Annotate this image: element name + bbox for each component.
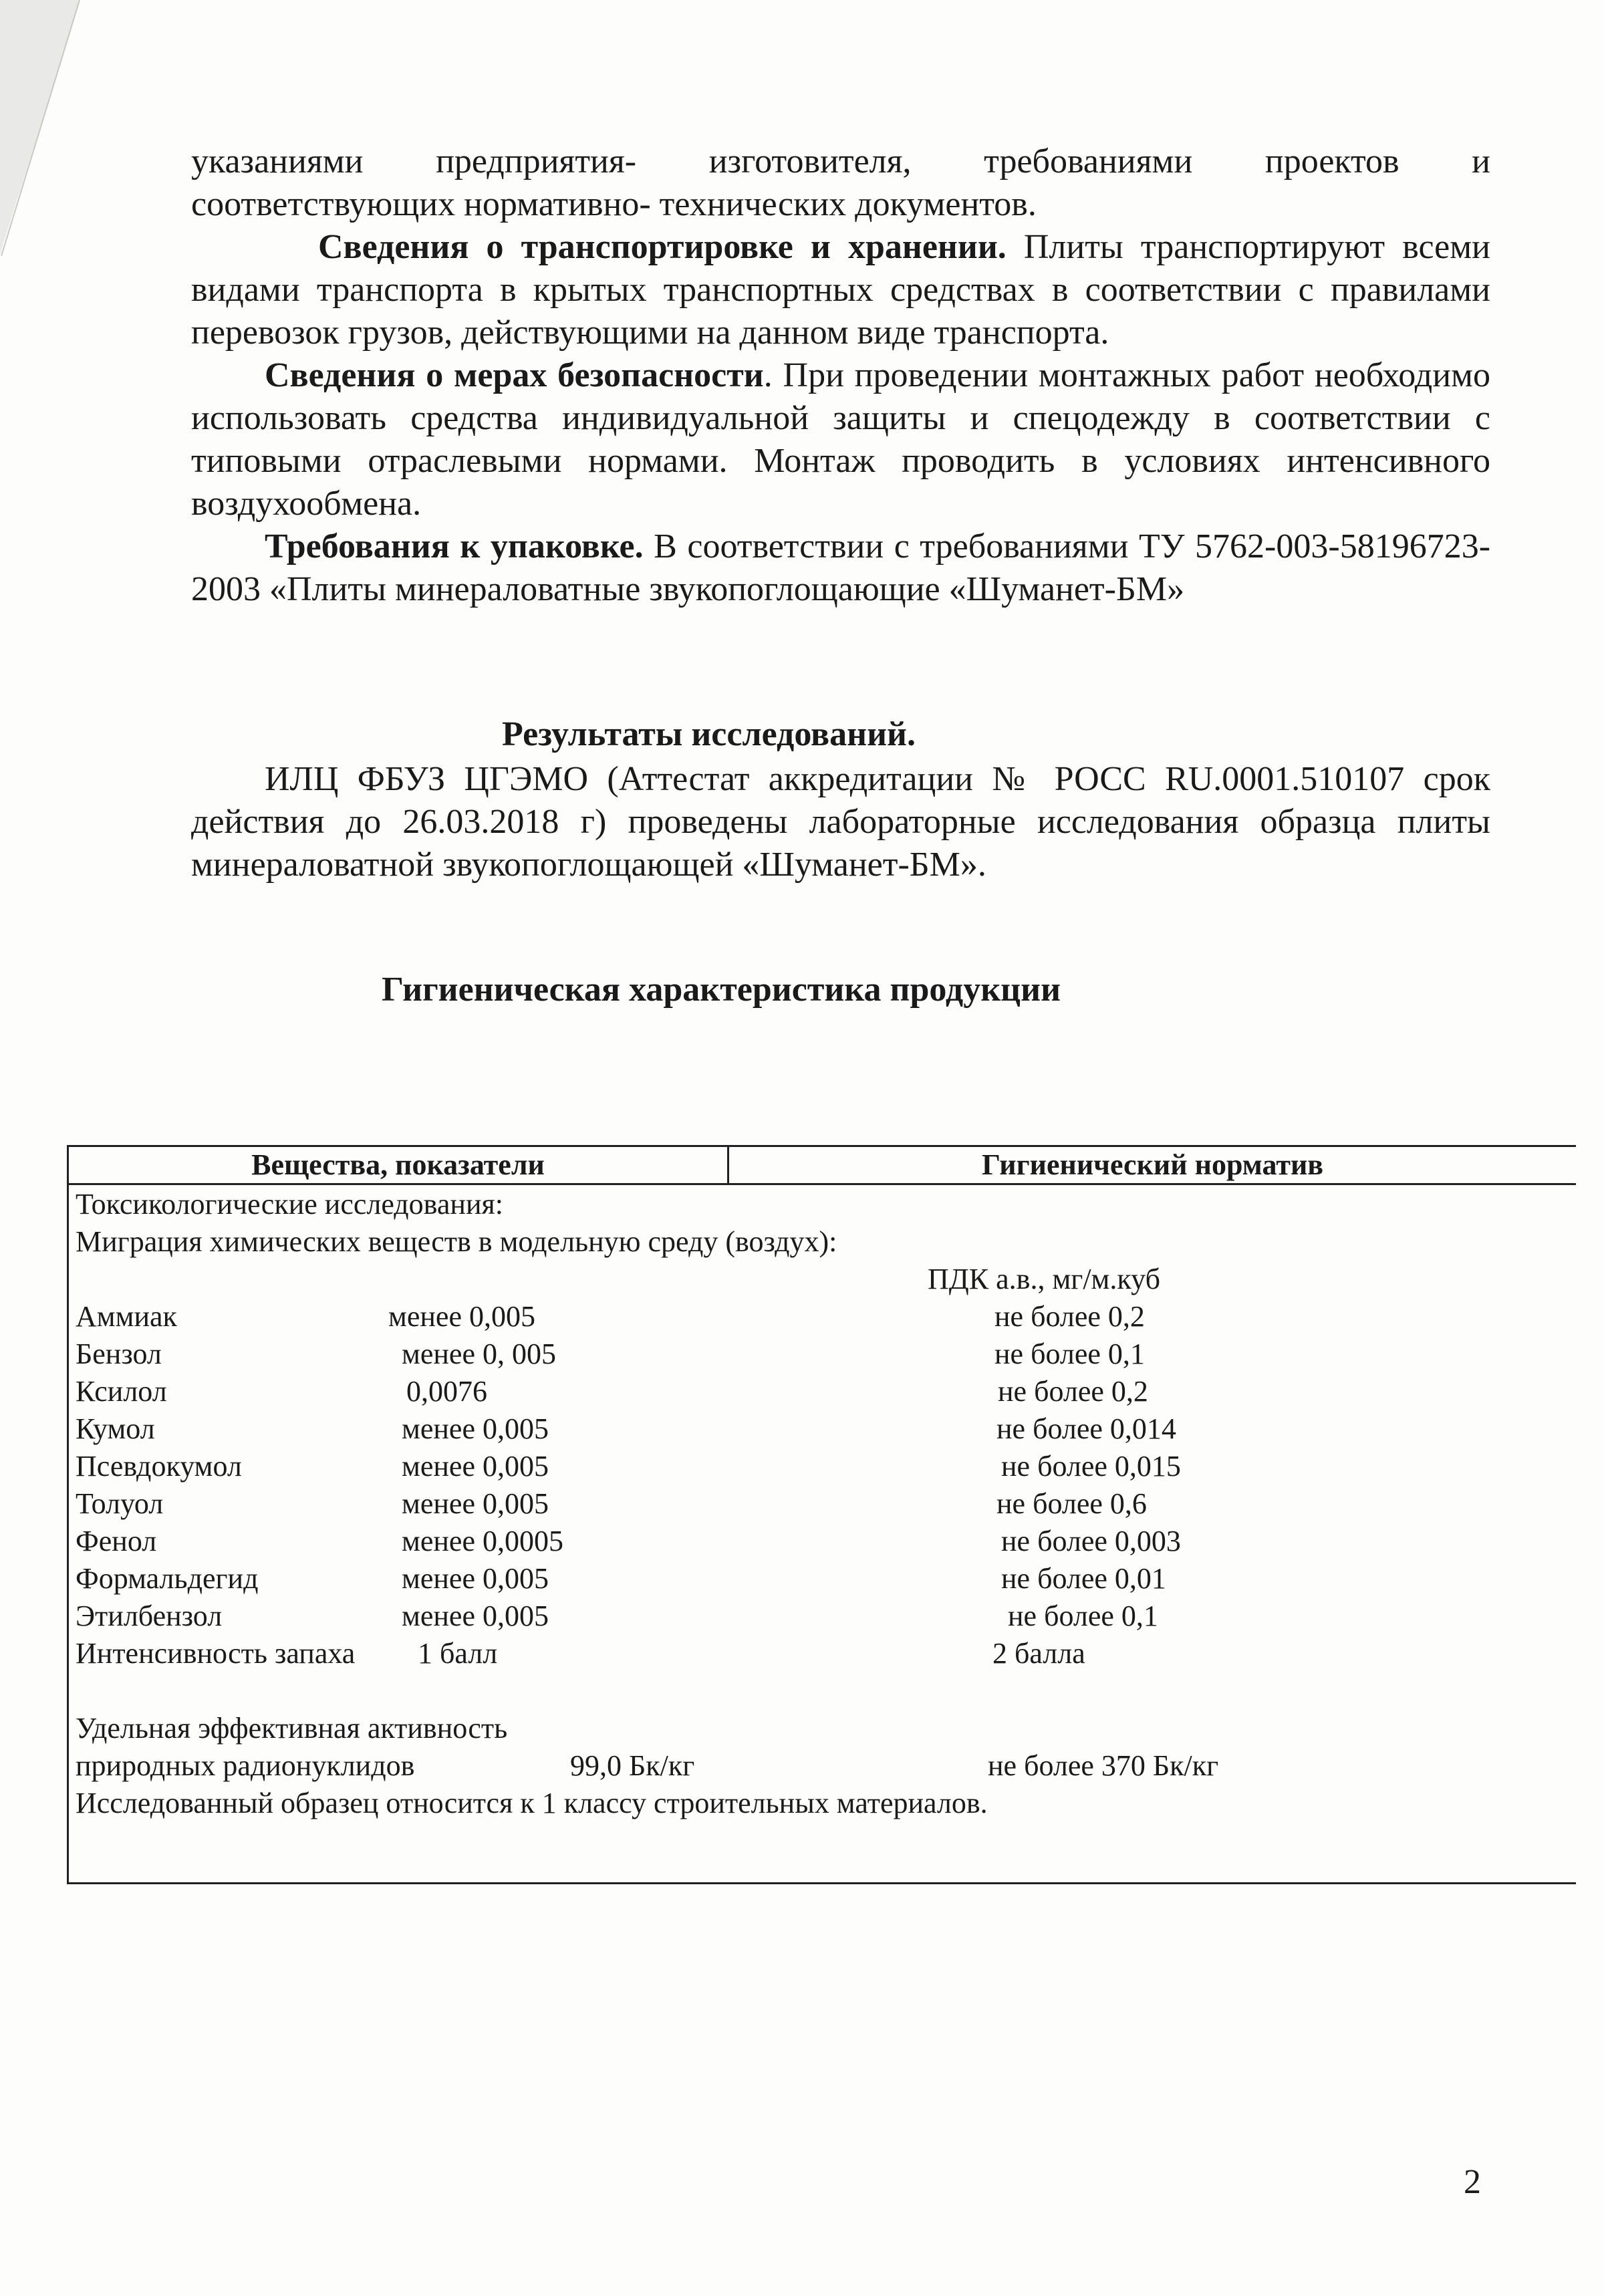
substance-value: менее 0,005 <box>402 1450 549 1483</box>
substance-name: Ксилол <box>76 1375 167 1408</box>
col-header-substances: Вещества, показатели <box>69 1147 729 1183</box>
paragraph-1-line-2: соответствующих нормативно- технических документов. <box>191 185 1037 223</box>
substance-value: менее 0, 005 <box>402 1337 556 1370</box>
paragraph-transport <box>191 226 1490 354</box>
paragraph-1-line-1: указаниями предприятия- изготовителя, требованиями проектов и <box>191 142 1490 180</box>
tox-label-row <box>76 1186 1546 1223</box>
table-row <box>76 1373 1546 1410</box>
migration-row <box>76 1223 1546 1261</box>
activity-norm: не более 370 Бк/кг <box>988 1749 1219 1782</box>
packaging-heading: Требования к упаковке. <box>265 527 644 565</box>
substance-value: менее 0,0005 <box>402 1525 563 1557</box>
activity-name: природных радионуклидов <box>76 1749 415 1782</box>
table-row <box>76 1448 1546 1485</box>
substance-name: Аммиак <box>76 1300 177 1333</box>
substance-name: Бензол <box>76 1337 162 1370</box>
substance-norm: не более 0,003 <box>1001 1525 1181 1557</box>
activity-label: Удельная эффективная активность <box>76 1712 508 1745</box>
table-row <box>76 1410 1546 1448</box>
substance-name: Фенол <box>76 1525 157 1557</box>
table-row <box>76 1635 1546 1672</box>
substance-norm: 2 балла <box>992 1637 1085 1670</box>
substance-value: менее 0,005 <box>388 1300 535 1333</box>
substance-value: менее 0,005 <box>402 1412 549 1445</box>
paragraph-packaging <box>191 525 1490 611</box>
substance-norm: не более 0,015 <box>1001 1450 1181 1483</box>
substance-norm: не более 0,014 <box>996 1412 1176 1445</box>
table-header <box>69 1147 1576 1185</box>
substance-norm: не более 0,2 <box>998 1375 1148 1408</box>
activity-row-2 <box>76 1747 1546 1785</box>
class-row <box>76 1785 1546 1822</box>
hygiene-title: Гигиеническая характеристика продукции <box>382 971 1061 1009</box>
document-body <box>191 140 1490 1013</box>
safety-text: При проведении монтажных работ необходимо использовать средства индивидуальной защиты и спецодежду в соответствии с типовыми отраслевыми нормами. Монтаж проводить в условиях интенсивного воздухообмена. <box>191 356 1490 523</box>
substance-norm: не более 0,1 <box>994 1337 1145 1370</box>
migration-label: Миграция химических веществ в модельную среду (воздух): <box>76 1225 837 1258</box>
substance-value: менее 0,005 <box>402 1487 549 1520</box>
packaging-text: В соответствии с требованиями ТУ 5762-003-58196723-2003 «Плиты минераловатные звукопоглощающие «Шуманет-БМ» <box>191 527 1491 608</box>
activity-value: 99,0 Бк/кг <box>570 1749 695 1782</box>
substance-name: Этилбензол <box>76 1600 223 1632</box>
substance-norm: не более 0,01 <box>1001 1562 1166 1595</box>
substance-value: менее 0,005 <box>402 1562 549 1595</box>
tox-label: Токсикологические исследования: <box>76 1188 503 1221</box>
substance-norm: не более 0,2 <box>994 1300 1145 1333</box>
hygiene-table <box>67 1145 1576 1884</box>
pdk-row <box>76 1261 1546 1298</box>
table-row <box>76 1560 1546 1598</box>
substance-norm: не более 0,1 <box>1008 1600 1158 1632</box>
results-title: Результаты исследований. <box>502 715 916 753</box>
safety-heading: Сведения о мерах безопасности <box>265 356 764 394</box>
substance-value: 1 балл <box>418 1637 498 1670</box>
substance-name: Толуол <box>76 1487 164 1520</box>
table-row <box>76 1523 1546 1560</box>
activity-row-1 <box>76 1710 1546 1747</box>
table-row <box>76 1298 1546 1335</box>
table-row <box>76 1485 1546 1523</box>
pdk-label: ПДК а.в., мг/м.куб <box>928 1263 1160 1295</box>
table-row <box>76 1598 1546 1635</box>
substance-name: Формальдегид <box>76 1562 259 1595</box>
table-row <box>76 1335 1546 1373</box>
page-number: 2 <box>1464 2163 1481 2201</box>
paragraph-safety: Сведения о мерах безопасности. При проведении монтажных работ необходимо использовать средства индивидуальной защиты и спецодежду в соответствии с типовыми отраслевыми нормами. Монтаж проводить в условиях интенсивного воздухообмена. <box>191 356 1490 523</box>
substance-norm: не более 0,6 <box>996 1487 1147 1520</box>
substance-value: менее 0,005 <box>402 1600 549 1632</box>
transport-heading: Сведения о транспортировке и хранении. <box>318 228 1007 266</box>
substance-name: Псевдокумол <box>76 1450 242 1483</box>
substance-name: Кумол <box>76 1412 155 1445</box>
substance-value: 0,0076 <box>406 1375 487 1408</box>
transport-text: Плиты транспортируют всеми видами транспорта в крытых транспортных средствах в соответствии с правилами перевозок грузов, действующими на данном виде транспорта. <box>191 228 1490 352</box>
results-text: ИЛЦ ФБУЗ ЦГЭМО (Аттестат аккредитации № РОСС RU.0001.510107 срок действия до 26.03.2018 г) проведены лабораторные исследования образца плиты минераловатной звукопоглощающей «Шуманет-БМ». <box>191 760 1490 884</box>
col-header-norm: Гигиенический норматив <box>981 1148 1324 1181</box>
class-text: Исследованный образец относится к 1 классу строительных материалов. <box>76 1787 988 1819</box>
substance-name: Интенсивность запаха <box>76 1637 356 1670</box>
